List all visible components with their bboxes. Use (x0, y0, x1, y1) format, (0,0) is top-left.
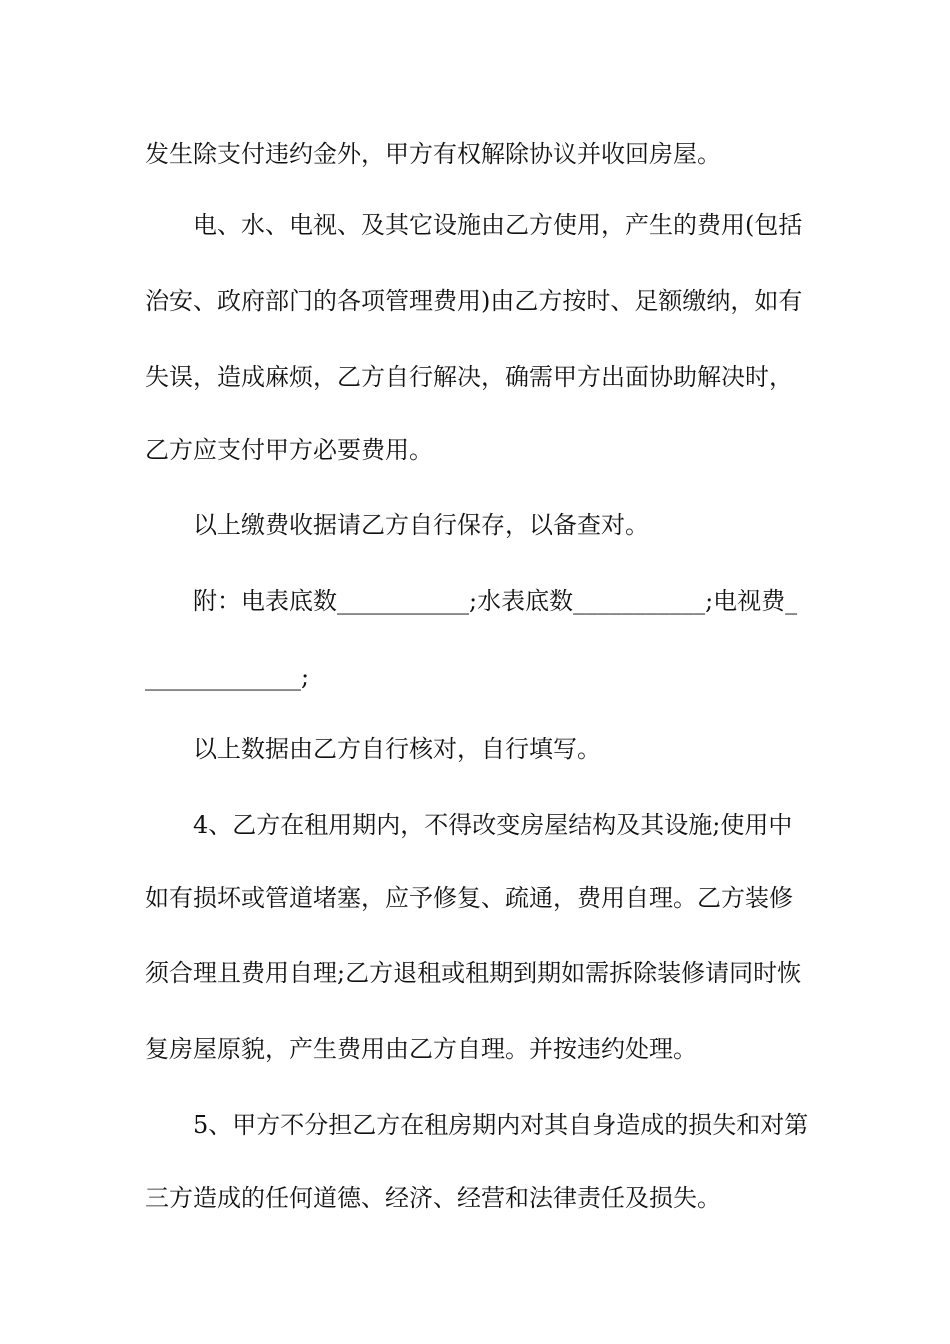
text-line: 治安、政府部门的各项管理费用)由乙方按时、足额缴纳，如有 (145, 287, 803, 315)
text-line: 乙方应支付甲方必要费用。 (145, 436, 433, 464)
text-line: 以上缴费收据请乙方自行保存，以备查对。 (193, 511, 649, 539)
text-line: 三方造成的任何道德、经济、经营和法律责任及损失。 (145, 1184, 721, 1212)
text-line: 以上数据由乙方自行核对，自行填写。 (193, 735, 601, 763)
text-line: 如有损坏或管道堵塞，应予修复、疏通，费用自理。乙方装修 (145, 884, 793, 912)
text-line: 须合理且费用自理;乙方退租或租期到期如需拆除装修请同时恢 (145, 959, 802, 987)
text-line: 发生除支付违约金外，甲方有权解除协议并收回房屋。 (145, 140, 721, 168)
text-line: 失误，造成麻烦，乙方自行解决，确需甲方出面协助解决时， (145, 363, 793, 391)
text-line: 复房屋原貌，产生费用由乙方自理。并按违约处理。 (145, 1035, 697, 1063)
text-line: 4、乙方在租用期内，不得改变房屋结构及其设施;使用中 (193, 811, 793, 839)
text-line: 附：电表底数___________;水表底数___________;电视费_ (193, 587, 798, 615)
text-line: _____________; (145, 663, 310, 691)
text-line: 5、甲方不分担乙方在租房期内对其自身造成的损失和对第 (193, 1111, 809, 1139)
text-line: 电、水、电视、及其它设施由乙方使用，产生的费用(包括 (193, 211, 803, 239)
